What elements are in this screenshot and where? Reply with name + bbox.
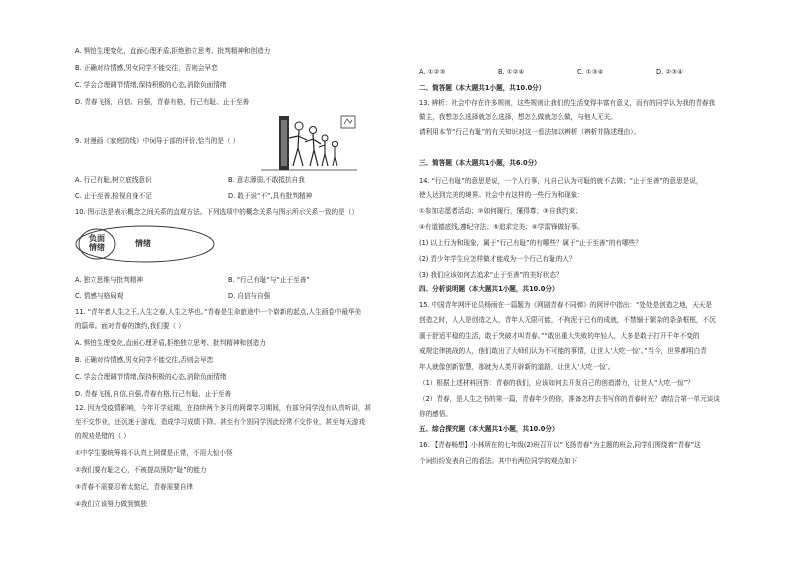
q12-item-3: ③青春不需要忍着太惦记，青春需要自律 — [75, 483, 194, 491]
q9-option-d: D. 敢于说“不”,具有批判精神 — [228, 192, 313, 200]
q11-stem-line-1: 11. “青年者人生之王,人生之春,人生之华也。”青春是生命旅途中一个崭新的起点,人生画卷中最华美 — [75, 308, 362, 316]
q11-stem-line-2: 的篇章。面对青春的馈约,我们要（ ） — [75, 322, 185, 330]
q12-option-c: C. ①③④ — [577, 68, 604, 76]
q10-option-b: B. “行己有耻”与“止于至善” — [228, 276, 310, 284]
q15-line-5: 年人就像创新智慧，那就为人类开辟新的道路，让世人‘大吃一惊’。 — [419, 363, 615, 371]
q12-stem-line-1: 12. 因为受疫情影响，今年开学延期，在持续两个多月的网课学习期间，有部分同学没有认真听讲，甚 — [75, 404, 372, 412]
q14-line-5: (1) 以上行为和现象，属于“行己有耻”的有哪些？属于“止于至善”的有哪些？ — [419, 239, 642, 247]
q14-line-2: 使人达到完美的境界。社会中有这样的一些行为和现象： — [419, 191, 584, 199]
q15-line-6: （1）根据上述材料回答：青春的我们，应该如何去开发自己的创造潜力，让世人“大吃一惊”？ — [419, 379, 694, 387]
section-5-title: 五、综合探究题（本大题共1小题，共10.0分） — [419, 425, 559, 433]
q14-line-3: ①参加志愿者活动；②如何履行，懂得尊；③自我约束； — [419, 207, 582, 215]
q11-option-c: C. 学会合理调节情绪,保持积极的心态,消除负面情绪 — [75, 373, 227, 381]
q12-options-row — [419, 68, 735, 77]
q11-option-a: A. 惧怕生理变化,直面心理矛盾,拒绝独立思考、批判精神和创造力 — [75, 339, 266, 347]
q12-stem-line-2: 至不交作业，还沉迷于游戏，造成学习成绩下降。甚至有个别同学因此经常不交作业，甚至每天游戏 — [75, 418, 366, 426]
q10-options-row-1 — [75, 276, 381, 285]
section-3-title: 三、简答题（本大题共1小题，共6.0分） — [419, 159, 541, 167]
q8-option-b: B. 正确对待情感,男女同学不能交往，否则会早恋 — [75, 64, 218, 72]
q8-option-a: A. 惧怕生理变化，直面心理矛盾,拒绝独立思考、批判精神和创造力 — [75, 47, 271, 55]
q13-line-1: 13. 辨析：社会中存在许多规则，这些规则让我们的生活变得丰富有意义，而有的同学认为我的青春我 — [419, 99, 716, 107]
q12-option-d: D. ②③④ — [656, 68, 684, 76]
q13-line-3: 请利用本节“行己有耻”的有关知识对这一看法加以辨析（辨析并陈述理由）。 — [419, 128, 641, 136]
q14-line-7: (3) 我们应该如何去追求“止于至善”的美好状态？ — [419, 271, 563, 279]
q8-option-d: D. 青春飞扬，自信、自强，青春有格，行己有耻、止于至善 — [75, 98, 250, 106]
cartoon-image — [261, 114, 357, 172]
q10-options-row-2 — [75, 292, 381, 301]
q10-option-a: A. 独立思维与批判精神 — [75, 276, 143, 284]
q14-line-6: (2) 青少年学生应怎样做才能成为一个行己有耻的人？ — [419, 255, 576, 263]
section-2-title: 二、简答题（本大题共1小题，共10.0分） — [419, 84, 546, 92]
q10-stem: 10. 图示法是表示概念之间关系的直观方法。下列选项中的概念关系与图示所示关系一致的是（） — [75, 208, 358, 216]
q15-line-7: （2）青春，是人生之书的第一篇，青春年少的你，准备怎样去书写你的青春时光？请结合第一单元谈谈 — [419, 395, 720, 403]
q12-option-b: B. ①②④ — [498, 68, 525, 76]
q9-option-b: B. 意志薄弱,不敢抵抗自我 — [228, 176, 305, 184]
q14-line-1: 14. “行己有耻”的意思是说，一个人行事，凡自己认为可耻的就不去做；“止于至善”的意思是说， — [419, 177, 703, 185]
q8-option-c: C. 学会合理调节情绪,保持积极的心态,消除负面情绪 — [75, 81, 227, 89]
q11-option-d: D. 青春飞扬,自信,自强,青春有格,行己有耻、止于至善 — [75, 390, 232, 398]
q14-line-4: ④有道德底线,遵纪守法；⑤追求完美；⑥学雷锋做好事。 — [419, 223, 584, 231]
q12-item-4: ④我们立该努力做到慎独 — [75, 500, 147, 508]
q10-option-c: C. 情感与格局观 — [75, 292, 124, 300]
q11-option-b: B. 正确对待情感,男女同学不能交往,否则会早恋 — [75, 356, 214, 364]
q12-item-1: ①中学生要统筹将不认真上网课是正常，不用大惊小怪 — [75, 449, 233, 457]
q12-item-2: ②我们要有耻之心，不被提高预防“耻”的能力 — [75, 466, 207, 474]
q15-line-4: 戒规定律挑战的人，他们敢出了大师们认为不可能的事情，让世人‘大吃一惊’。”当今，世界都明白青 — [419, 347, 707, 355]
q12-option-a: A. ①②③ — [419, 68, 446, 76]
q15-line-8: 你的感悟。 — [419, 410, 452, 418]
q15-line-2: 创造之时，人人是创造之人，青年人无限可能，不拘泥于已有的成就，不禁锢于繁杂的条条框框，不沉 — [419, 316, 716, 324]
q16-line-2: 个词纷纷发表自己的看法。其中有两位同学的观点如下 — [419, 457, 578, 465]
q13-line-2: 做主，我想怎么选择就怎么选择，想怎么做就怎么做，与他人无关。 — [419, 113, 617, 121]
q9-stem: 9. 对漫画《家庭防线》中词导于部的评价,恰当的是（ ） — [75, 137, 240, 145]
q15-line-3: 湎于舒适平稳的生活，敢于突破才叫青春。”“敢出重大失败的年轻人，大多是敢于打开千年不变的 — [419, 332, 700, 340]
venn-outer-label: 负面情绪 — [89, 234, 105, 252]
q15-line-1: 15. 中国青年网评论员杨雨在一篇题为《网剧青春不同弹》的网评中指出：“处处是创造之地，天天是 — [419, 301, 712, 309]
q9-option-a: A. 行己有耻,树立底线意识 — [75, 176, 152, 184]
venn-inner-label: 情绪 — [135, 239, 151, 248]
q10-option-d: D. 自信与自强 — [228, 292, 271, 300]
q16-line-1: 16. 【青春畅想】小林所在的七年级(2)班召开以“飞扬青春”为主题的班会,同学们围绕着“青春”这 — [419, 441, 701, 449]
venn-diagram — [75, 224, 215, 264]
q9-option-c: C. 止于至善,检视自身不足 — [75, 192, 152, 200]
section-4-title: 四、分析说明题（本大题共1小题，共10.0分） — [419, 285, 559, 293]
q9-options-row-2 — [75, 192, 381, 201]
q12-stem-line-3: 的规劝是错的（ ） — [75, 432, 130, 440]
q9-options-row-1 — [75, 176, 381, 185]
